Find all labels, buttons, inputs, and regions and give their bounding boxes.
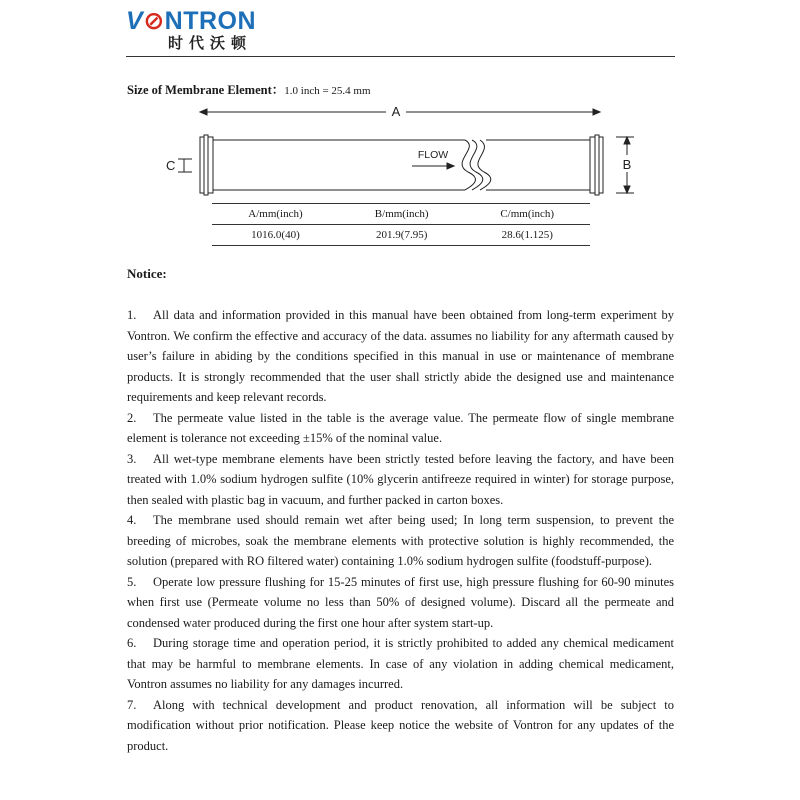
dimension-table [212, 203, 590, 246]
notice-item-5 [127, 572, 674, 634]
logo-chinese-name: 时代沃顿 [168, 34, 253, 52]
header-b: B/mm(inch) [374, 208, 429, 220]
notice-item-4 [127, 510, 674, 572]
notice-number: 3. [127, 451, 137, 466]
size-heading [127, 80, 371, 98]
notice-number: 2. [127, 410, 137, 425]
logo-letters-ntron: NTRON [164, 7, 257, 35]
logo-swoosh-icon: ⊘ [143, 7, 165, 35]
value-c: 28.6(1.125) [501, 229, 553, 241]
notice-item-1 [127, 305, 674, 408]
notice-text: All data and information provided in this manual have been obtained from long-term experiment by Vontron. We confirm the effective and accuracy of the data. assumes no liability for any aftermath caused by user’s failure in abiding by the conditions specified in this manual in use or maintenance of membrane products. It is strongly recommended that the user shall strictly abide the designed use and maintenance requirements and keep relevant records. [127, 308, 674, 404]
notice-number: 5. [127, 574, 137, 589]
notice-text: The permeate value listed in the table is the average value. The permeate flow of single membrane element is tolerance not exceeding ±15% of the nominal value. [127, 410, 674, 445]
logo-wordmark [126, 8, 266, 34]
notice-text: All wet-type membrane elements have been strictly tested before leaving the factory, and have been treated with 1.0% sodium hydrogen sulfite (10% glycerin antifreeze required in winter) for storage purpose, then sealed with plastic bag in vacuum, and further packed in carton boxes. [127, 451, 674, 507]
notice-number: 6. [127, 636, 137, 650]
notice-number: 7. [127, 697, 137, 712]
notice-item-6 [127, 633, 674, 695]
notice-text: Operate low pressure flushing for 15-25 minutes of first use, high pressure flushing for 60-90 minutes when first use (Permeate volume no less than 50% of designed volume). Discard all the permeate and condensed water produced during the first one hour after system start-up. [127, 574, 674, 630]
vontron-logo [126, 8, 266, 54]
notice-item-2 [127, 408, 674, 449]
dimension-table-header [212, 204, 590, 225]
notice-number: 4. [127, 513, 137, 527]
size-title: Size of Membrane Element： [127, 83, 285, 97]
membrane-element-body [200, 135, 603, 195]
header-c: C/mm(inch) [500, 208, 555, 220]
label-b: B [622, 157, 632, 172]
header-a: A/mm(inch) [248, 208, 303, 220]
notice-list [127, 305, 674, 756]
membrane-element-diagram [150, 100, 650, 200]
notice-text: The membrane used should remain wet after being used; In long term suspension, to prevent the breeding of microbes, soak the membrane elements with protective solution is highly recommended, the solution (prepared with RO filtered water) containing 1.0% sodium hydrogen sulfite (foodstuff-purpose). [127, 513, 674, 568]
value-a: 1016.0(40) [251, 229, 300, 241]
flow-arrow-icon [412, 163, 454, 169]
header-divider [126, 56, 675, 57]
value-b: 201.9(7.95) [376, 229, 428, 241]
flow-label: FLOW [417, 149, 449, 161]
notice-text: Along with technical development and product renovation, all information will be subject to modification without prior notification. Please keep notice the website of Vontron for any updates of the product. [127, 697, 674, 753]
dimension-c [178, 159, 192, 172]
notice-number: 1. [127, 308, 137, 322]
label-a: A [391, 104, 401, 119]
notice-item-3 [127, 449, 674, 511]
notice-item-7 [127, 695, 674, 757]
label-c: C [166, 158, 176, 173]
notice-text: During storage time and operation period, it is strictly prohibited to added any chemical medicament that may be harmful to membrane elements. In case of any violation in adding chemical medicament, Vontron assumes no liability for any damages incurred. [127, 636, 674, 691]
notice-heading: Notice: [127, 266, 167, 281]
unit-conversion-note: 1.0 inch = 25.4 mm [284, 85, 371, 97]
table-row [212, 225, 590, 246]
logo-letter-v: V [126, 7, 144, 35]
